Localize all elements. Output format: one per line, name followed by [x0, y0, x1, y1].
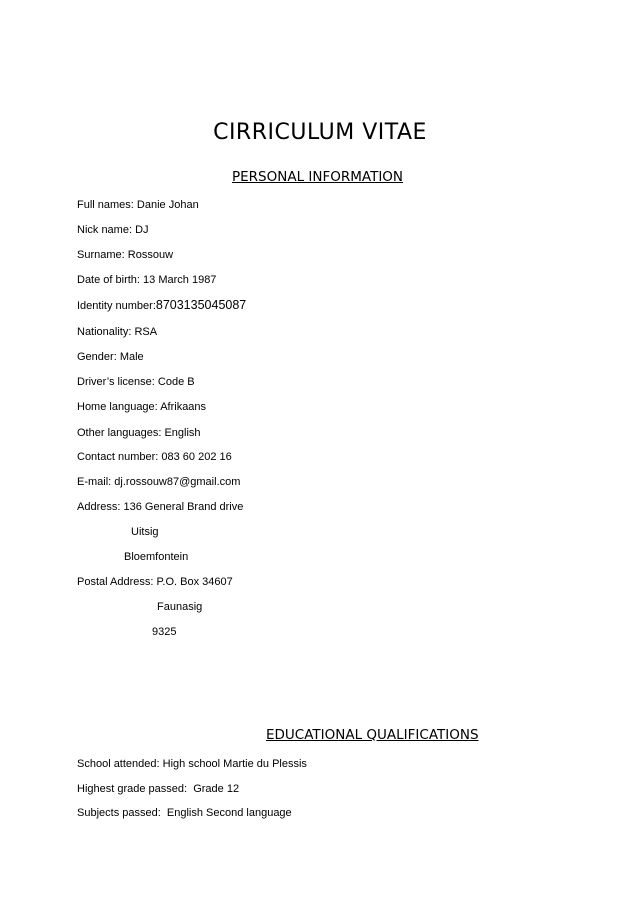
address-line: Address: 136 General Brand drive	[77, 501, 244, 513]
document-title: CIRRICULUM VITAE	[213, 120, 427, 145]
postal-address-line: Postal Address: P.O. Box 34607	[77, 576, 233, 588]
other-languages-line: Other languages: English	[77, 427, 201, 439]
email-line: E-mail: dj.rossouw87@gmail.com	[77, 476, 241, 488]
personal-information-heading: PERSONAL INFORMATION	[232, 169, 404, 185]
nationality-line: Nationality: RSA	[77, 326, 158, 338]
full-names-line: Full names: Danie Johan	[77, 199, 199, 211]
home-language-line: Home language: Afrikaans	[77, 401, 207, 413]
drivers-license-line: Driver’s license: Code B	[77, 376, 195, 388]
surname-line: Surname: Rossouw	[77, 249, 174, 261]
educational-qualifications-heading: EDUCATIONAL QUALIFICATIONS	[266, 727, 479, 743]
identity-number-line: Identity number:8703135045087	[77, 298, 247, 312]
address-city: Bloemfontein	[124, 551, 189, 563]
postal-code: 9325	[152, 626, 177, 638]
subjects-passed-line: Subjects passed: English Second language	[77, 807, 292, 819]
gender-line: Gender: Male	[77, 351, 144, 363]
nick-name-line: Nick name: DJ	[77, 224, 149, 236]
school-attended-line: School attended: High school Martie du Plessis	[77, 758, 307, 770]
postal-suburb: Faunasig	[157, 601, 203, 613]
contact-number-line: Contact number: 083 60 202 16	[77, 451, 232, 463]
address-suburb: Uitsig	[131, 526, 159, 538]
date-of-birth-line: Date of birth: 13 March 1987	[77, 274, 217, 286]
highest-grade-line: Highest grade passed: Grade 12	[77, 783, 240, 795]
